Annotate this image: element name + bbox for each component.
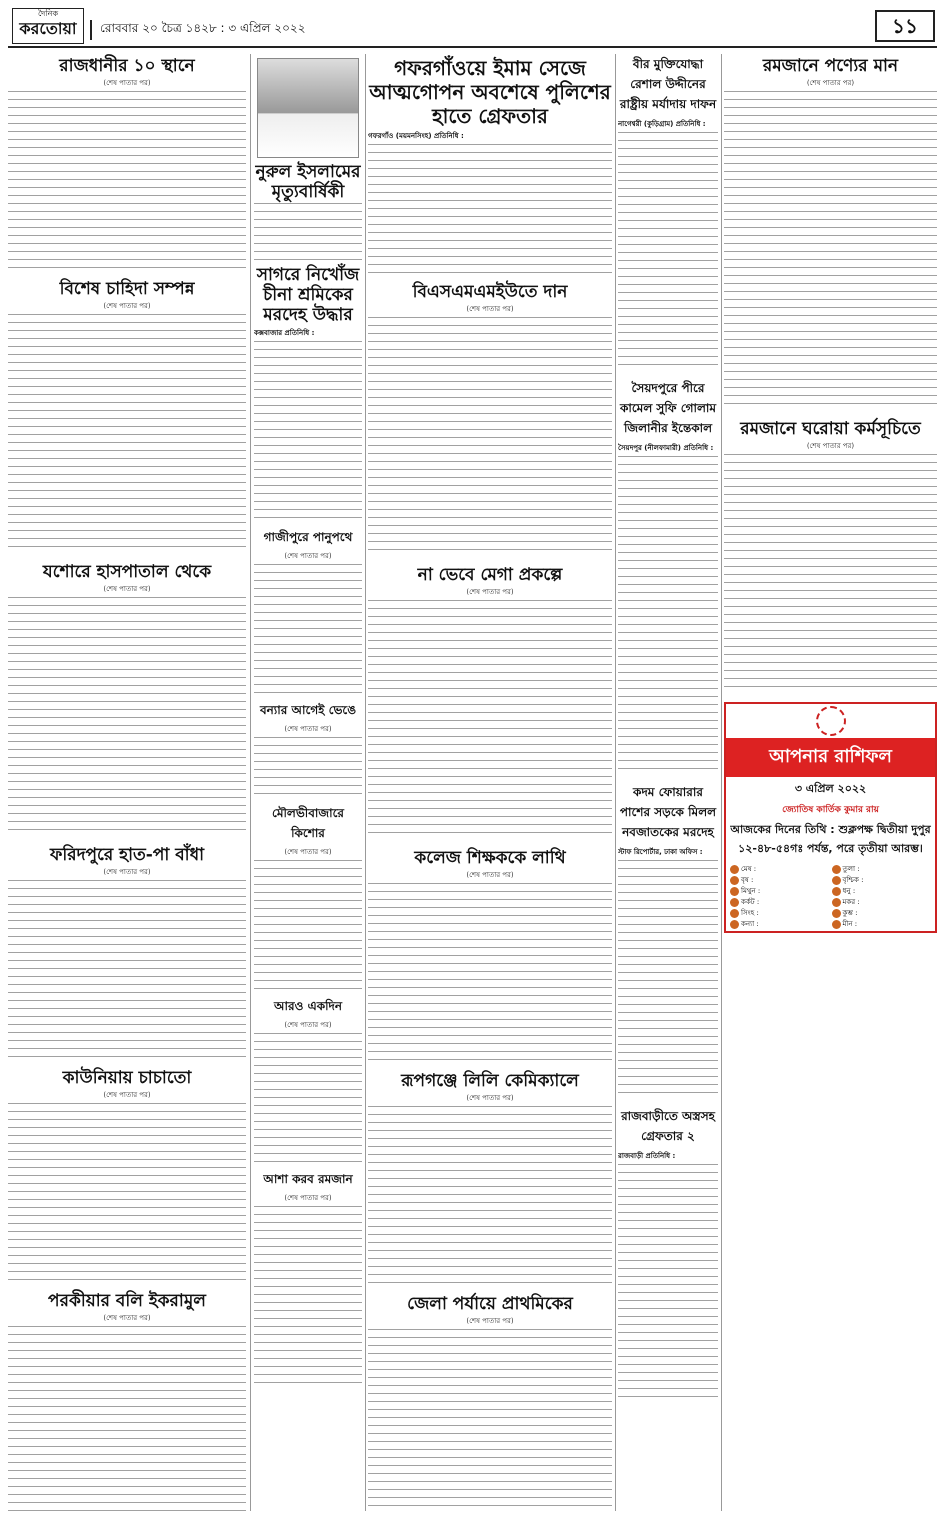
continued-label: (শেষ পাতার পর) bbox=[466, 588, 514, 596]
sign-taurus bbox=[730, 876, 830, 885]
article bbox=[368, 848, 612, 1063]
article bbox=[254, 1171, 362, 1386]
libra-icon bbox=[832, 865, 841, 874]
headline: বন্যার আগেই ভেঙে bbox=[259, 703, 357, 717]
continued-label: (শেষ পাতার পর) bbox=[103, 302, 151, 310]
article bbox=[8, 562, 246, 837]
dateline-label: রাজবাড়ী প্রতিনিধি : bbox=[618, 1152, 676, 1160]
page-number: ১১ bbox=[875, 10, 935, 42]
article bbox=[254, 529, 362, 694]
headline: পরকীয়ার বলি ইকরামুল bbox=[48, 1291, 206, 1311]
horoscope-author: জ্যোতিষ কার্তিক কুমার রায় bbox=[782, 805, 879, 815]
continued-label: (শেষ পাতার পর) bbox=[466, 871, 514, 879]
continued-label: (শেষ পাতার পর) bbox=[103, 1091, 151, 1099]
portrait-photo bbox=[257, 58, 359, 158]
article-body bbox=[618, 132, 718, 372]
cancer-icon bbox=[730, 898, 739, 907]
sign-label: কুম্ভ : bbox=[842, 909, 858, 917]
continued-label: (শেষ পাতার পর) bbox=[284, 1021, 332, 1029]
sign-sagittarius bbox=[832, 887, 932, 896]
article-body bbox=[254, 564, 362, 694]
horoscope-box bbox=[724, 702, 937, 933]
article-body bbox=[368, 1106, 612, 1286]
continued-label: (শেষ পাতার পর) bbox=[103, 868, 151, 876]
article-body bbox=[368, 317, 612, 557]
horoscope-date: ৩ এপ্রিল ২০২২ bbox=[794, 782, 867, 795]
newspaper-logo bbox=[12, 8, 84, 44]
continued-label: (শেষ পাতার পর) bbox=[806, 79, 855, 87]
article bbox=[8, 56, 246, 271]
sign-capricorn bbox=[832, 898, 932, 907]
headline: কলেজ শিক্ষককে লাথি bbox=[414, 848, 566, 868]
column-3 bbox=[368, 54, 612, 1511]
headline: জেলা পর্যায়ে প্রাথমিকের bbox=[407, 1294, 573, 1314]
article bbox=[254, 805, 362, 990]
column-1 bbox=[8, 54, 246, 1511]
article-body bbox=[254, 860, 362, 990]
article bbox=[618, 1108, 718, 1404]
lead-headline: গফরগাঁওয়ে ইমাম সেজে আত্মগোপন অবশেষে পুলিশের হাতে গ্রেফতার bbox=[369, 56, 611, 128]
article-body bbox=[254, 1033, 362, 1163]
headline: গাজীপুরে পানুপথে bbox=[263, 530, 353, 544]
virgo-icon bbox=[730, 920, 739, 929]
article-body bbox=[8, 597, 246, 837]
sign-label: বৃশ্চিক : bbox=[842, 876, 864, 884]
zodiac-signs bbox=[726, 863, 935, 931]
sign-label: তুলা : bbox=[842, 865, 860, 873]
scorpio-icon bbox=[832, 876, 841, 885]
article-body bbox=[8, 1103, 246, 1283]
sign-label: ধনু : bbox=[842, 887, 856, 895]
aquarius-icon bbox=[832, 909, 841, 918]
headline: কদম ফোয়ারার পাশের সড়কে মিলল নবজাতকের মরদেহ bbox=[619, 785, 717, 839]
continued-label: (শেষ পাতার পর) bbox=[103, 585, 151, 593]
headline: রাজবাড়ীতে অস্ত্রসহ গ্রেফতার ২ bbox=[621, 1109, 715, 1143]
column-2 bbox=[254, 54, 362, 1511]
continued-label: (শেষ পাতার পর) bbox=[284, 848, 332, 856]
article-body bbox=[618, 860, 718, 1100]
article-body bbox=[368, 600, 612, 840]
continued-label: (শেষ পাতার পর) bbox=[466, 305, 514, 313]
article-body bbox=[8, 1326, 246, 1511]
capricorn-icon bbox=[832, 898, 841, 907]
sign-label: বৃষ : bbox=[741, 876, 754, 884]
dateline-label: গফরগাঁও (ময়মনসিংহ) প্রতিনিধি : bbox=[368, 132, 464, 140]
sign-label: মেষ : bbox=[741, 865, 757, 873]
article-body bbox=[724, 454, 937, 694]
continued-label: (শেষ পাতার পর) bbox=[466, 1317, 514, 1325]
sign-label: মীন : bbox=[842, 920, 858, 928]
column-5 bbox=[724, 54, 937, 1511]
article bbox=[368, 282, 612, 557]
article bbox=[368, 1071, 612, 1286]
dateline-label: নাগেশ্বরী (কুড়িগ্রাম) প্রতিনিধি : bbox=[618, 120, 706, 128]
continued-label: (শেষ পাতার পর) bbox=[103, 1314, 151, 1322]
tithi-text: আজকের দিনের তিথি : শুক্লপক্ষ দ্বিতীয়া দুপুর ১২-৪৮-৫৪গঃ পর্যন্ত, পরে তৃতীয়া আরম্ভ। bbox=[730, 823, 931, 855]
headline: বিএসএমএমইউতে দান bbox=[412, 282, 568, 302]
headline: সৈয়দপুরে পীরে কামেল সুফি গোলাম জিলানীর ইন্তেকাল bbox=[619, 381, 717, 435]
sign-gemini bbox=[730, 887, 830, 896]
article bbox=[368, 565, 612, 840]
article-body bbox=[254, 737, 362, 797]
sign-label: মিথুন : bbox=[741, 887, 761, 895]
headline: রমজানে ঘরোয়া কর্মসূচিতে bbox=[740, 419, 921, 439]
column-4 bbox=[618, 54, 718, 1511]
article-body bbox=[254, 341, 362, 521]
pisces-icon bbox=[832, 920, 841, 929]
headline: ফরিদপুরে হাত-পা বাঁধা bbox=[49, 845, 205, 865]
dateline: রোববার ২০ চৈত্র ১৪২৮ : ৩ এপ্রিল ২০২২ bbox=[90, 20, 306, 40]
sign-cancer bbox=[730, 898, 830, 907]
article bbox=[368, 1294, 612, 1509]
article-body bbox=[724, 91, 937, 411]
continued-label: (শেষ পাতার পর) bbox=[284, 1194, 332, 1202]
article bbox=[8, 845, 246, 1060]
headline: সাগরে নিখোঁজ চীনা শ্রমিকের মরদেহ উদ্ধার bbox=[256, 265, 360, 325]
continued-label: (শেষ পাতার পর) bbox=[284, 725, 332, 733]
article bbox=[8, 1291, 246, 1511]
dateline-label: সৈয়দপুর (নীলফামারী) প্রতিনিধি : bbox=[618, 444, 714, 452]
sign-label: কর্কট : bbox=[741, 898, 760, 906]
article bbox=[254, 702, 362, 797]
sign-scorpio bbox=[832, 876, 932, 885]
article bbox=[8, 279, 246, 554]
article-body bbox=[368, 144, 612, 274]
sign-label: সিংহ : bbox=[741, 909, 759, 917]
continued-label: (শেষ পাতার পর) bbox=[284, 552, 332, 560]
sign-label: মকর : bbox=[842, 898, 860, 906]
article bbox=[254, 265, 362, 521]
dateline-label: কক্সবাজার প্রতিনিধি : bbox=[254, 329, 315, 337]
headline: আরও একদিন bbox=[273, 999, 343, 1013]
article bbox=[8, 1068, 246, 1283]
logo-top: দৈনিক bbox=[37, 9, 59, 18]
article bbox=[618, 380, 718, 776]
logo-name: করতোয়া bbox=[19, 19, 77, 38]
sign-aquarius bbox=[832, 909, 932, 918]
article bbox=[254, 998, 362, 1163]
headline: রমজানে পণ্যের মান bbox=[762, 56, 899, 76]
continued-label: (শেষ পাতার পর) bbox=[466, 1094, 514, 1102]
headline: মৌলভীবাজারে কিশোর bbox=[271, 806, 345, 840]
headline: রূপগঞ্জে লিলি কেমিক্যালে bbox=[401, 1071, 579, 1091]
sagittarius-icon bbox=[832, 887, 841, 896]
article bbox=[618, 784, 718, 1100]
article-body bbox=[254, 1206, 362, 1386]
article-body bbox=[254, 203, 362, 263]
leo-icon bbox=[730, 909, 739, 918]
article-body bbox=[618, 1164, 718, 1404]
sign-libra bbox=[832, 865, 932, 874]
dateline-label: স্টাফ রিপোর্টার, ঢাকা অফিস : bbox=[618, 848, 703, 856]
continued-label: (শেষ পাতার পর) bbox=[103, 79, 151, 87]
masthead bbox=[8, 6, 937, 48]
article bbox=[368, 56, 612, 274]
article-body bbox=[8, 314, 246, 554]
sign-aries bbox=[730, 865, 830, 874]
headline: যশোরে হাসপাতাল থেকে bbox=[42, 562, 212, 582]
headline: না ভেবে মেগা প্রকল্পে bbox=[417, 565, 563, 585]
sign-leo bbox=[730, 909, 830, 918]
headline: আশা করব রমজান bbox=[263, 1172, 353, 1186]
obituary-headline: নুরুল ইসলামের মৃত্যুবার্ষিকী bbox=[255, 162, 361, 202]
headline: কাউনিয়ায় চাচাতো bbox=[62, 1068, 192, 1088]
taurus-icon bbox=[730, 876, 739, 885]
aries-icon bbox=[730, 865, 739, 874]
sign-label: কন্যা : bbox=[741, 920, 759, 928]
headline: বীর মুক্তিযোদ্ধা রেশাল উদ্দীনের রাষ্ট্রীয় মর্যাদায় দাফন bbox=[619, 57, 717, 111]
article bbox=[724, 56, 937, 411]
zodiac-wheel-icon bbox=[816, 706, 846, 736]
headline: বিশেষ চাহিদা সম্পন্ন bbox=[59, 279, 195, 299]
article-body bbox=[368, 883, 612, 1063]
article-body bbox=[618, 456, 718, 776]
article bbox=[724, 419, 937, 694]
headline: রাজধানীর ১০ স্থানে bbox=[59, 56, 195, 76]
article-body bbox=[8, 91, 246, 271]
article-body bbox=[8, 880, 246, 1060]
sign-virgo bbox=[730, 920, 830, 929]
article-body bbox=[368, 1329, 612, 1509]
continued-label: (শেষ পাতার পর) bbox=[806, 442, 855, 450]
gemini-icon bbox=[730, 887, 739, 896]
horoscope-title: আপনার রাশিফল bbox=[726, 738, 935, 777]
sign-pisces bbox=[832, 920, 932, 929]
article bbox=[618, 56, 718, 372]
